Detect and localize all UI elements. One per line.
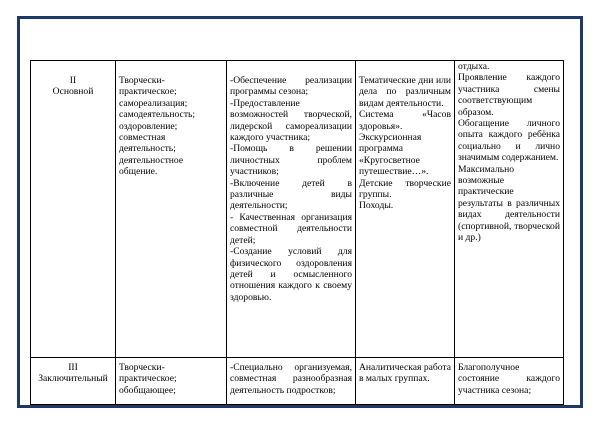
stage-cell: [31, 358, 116, 405]
task-item: - Качественная организация совместной деятельности детей;: [230, 211, 352, 246]
form-item: Система «Часов здоровья».: [359, 109, 451, 132]
results-cell: [455, 358, 564, 405]
activity-type-cell: [116, 358, 227, 405]
task-item: -Предоставление возможностей творческой, лидерской самореализации каждого участника;: [230, 97, 352, 144]
stage-label: III Заключительный: [38, 362, 108, 385]
form-item: Походы.: [359, 200, 394, 212]
task-item: -Помощь в решении личностных проблем участников;: [230, 143, 352, 178]
forms-cell: [356, 358, 455, 405]
form-item: Аналитическая работа в малых группах.: [359, 362, 451, 385]
result-item: Благополучное состояние каждого участника сезона;: [458, 362, 560, 396]
activity-type-text: Творчески- практическое; самореализация; самодеятельность; оздоровление; совместная деятельность; деятельностное общение.: [119, 75, 196, 178]
result-item: отдыха.: [458, 61, 490, 72]
tasks-cell: [227, 358, 356, 405]
tasks-cell: [227, 61, 356, 358]
table-row: [31, 358, 564, 405]
task-item: -Включение детей в различные виды деятельности;: [230, 177, 352, 212]
stage-label: II Основной: [52, 75, 94, 98]
task-item: -Обеспечение реализации программы сезона;: [230, 75, 352, 98]
forms-cell: [356, 61, 455, 358]
result-item: Обогащение личного опыта каждого ребёнка социально и лично значимым содержанием.: [458, 118, 560, 164]
result-item: Проявление каждого участника смены соответствующим образом.: [458, 72, 560, 118]
program-stages-table: [30, 60, 564, 405]
task-item: -Создание условий для физического оздоровления детей и осмысленного отношения каждого к своему здоровью.: [230, 246, 352, 303]
task-item: -Специально организуемая, совместная разнообразная деятельность подростков;: [230, 362, 352, 396]
form-item: Экскурсионная программа «Кругосветное путешествие…».: [359, 132, 429, 178]
activity-type-cell: [116, 61, 227, 358]
table-row: [31, 61, 564, 358]
results-cell: [455, 61, 564, 358]
form-item: Детские творческие группы.: [359, 177, 451, 201]
stage-cell: [31, 61, 116, 358]
result-item: Максимально возможные практические результаты в различных видах деятельности (спортивной, творческой и др.): [458, 163, 560, 244]
activity-type-text: Творчески- практическое; обобщающее;: [119, 362, 177, 396]
form-item: Тематические дни или дела по различным видам деятельности.: [359, 75, 451, 109]
